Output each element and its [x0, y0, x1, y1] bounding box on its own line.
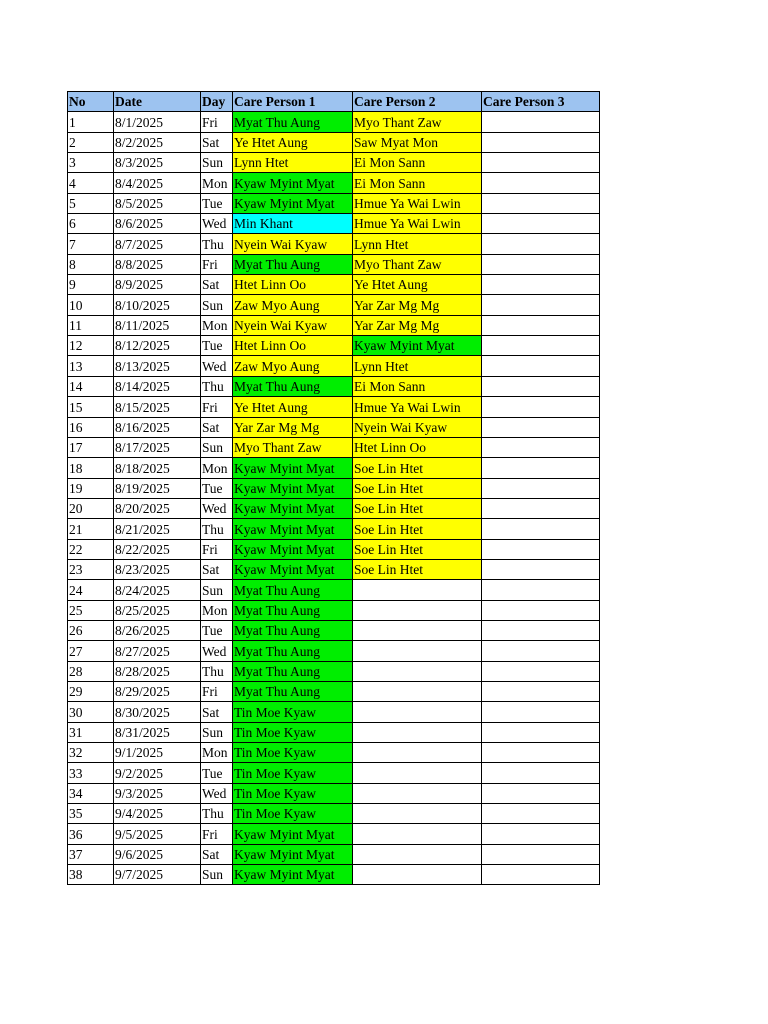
cell-care-person-2[interactable]: Ye Htet Aung [353, 275, 482, 295]
cell-day[interactable]: Fri [201, 681, 233, 701]
cell-date[interactable]: 9/1/2025 [114, 743, 201, 763]
cell-care-person-3[interactable] [482, 173, 600, 193]
header-row [68, 92, 600, 112]
header-day[interactable]: Day [201, 92, 233, 112]
cell-day[interactable]: Fri [201, 254, 233, 274]
cell-care-person-3[interactable] [482, 336, 600, 356]
cell-day[interactable]: Fri [201, 539, 233, 559]
table-row [68, 234, 600, 254]
table-row [68, 559, 600, 579]
cell-day[interactable]: Mon [201, 600, 233, 620]
cell-no[interactable]: 25 [68, 600, 114, 620]
cell-care-person-2[interactable] [353, 722, 482, 742]
cell-care-person-3[interactable] [482, 743, 600, 763]
cell-care-person-3[interactable] [482, 214, 600, 234]
cell-no[interactable]: 35 [68, 804, 114, 824]
cell-no[interactable]: 1 [68, 112, 114, 132]
cell-care-person-2[interactable]: Ei Mon Sann [353, 173, 482, 193]
cell-care-person-2[interactable] [353, 824, 482, 844]
cell-care-person-3[interactable] [482, 539, 600, 559]
cell-care-person-2[interactable]: Ei Mon Sann [353, 376, 482, 396]
cell-care-person-2[interactable] [353, 783, 482, 803]
cell-care-person-1[interactable]: Myo Thant Zaw [233, 437, 353, 457]
cell-care-person-2[interactable] [353, 702, 482, 722]
cell-care-person-1[interactable]: Kyaw Myint Myat [233, 539, 353, 559]
cell-care-person-3[interactable] [482, 519, 600, 539]
cell-no[interactable]: 10 [68, 295, 114, 315]
cell-care-person-2[interactable] [353, 681, 482, 701]
cell-care-person-3[interactable] [482, 458, 600, 478]
cell-date[interactable]: 8/29/2025 [114, 681, 201, 701]
cell-care-person-2[interactable]: Soe Lin Htet [353, 498, 482, 518]
cell-care-person-3[interactable] [482, 661, 600, 681]
cell-date[interactable]: 8/25/2025 [114, 600, 201, 620]
cell-date[interactable]: 8/19/2025 [114, 478, 201, 498]
cell-care-person-1[interactable]: Tin Moe Kyaw [233, 804, 353, 824]
cell-care-person-1[interactable]: Myat Thu Aung [233, 600, 353, 620]
cell-no[interactable]: 14 [68, 376, 114, 396]
cell-care-person-1[interactable]: Kyaw Myint Myat [233, 478, 353, 498]
cell-care-person-1[interactable]: Ye Htet Aung [233, 132, 353, 152]
table-row [68, 824, 600, 844]
cell-care-person-3[interactable] [482, 681, 600, 701]
cell-care-person-2[interactable] [353, 620, 482, 640]
cell-care-person-1[interactable]: Myat Thu Aung [233, 112, 353, 132]
cell-day[interactable]: Wed [201, 783, 233, 803]
cell-care-person-2[interactable] [353, 600, 482, 620]
header-no[interactable]: No [68, 92, 114, 112]
cell-day[interactable]: Mon [201, 315, 233, 335]
cell-care-person-3[interactable] [482, 783, 600, 803]
cell-no[interactable]: 12 [68, 336, 114, 356]
cell-care-person-3[interactable] [482, 824, 600, 844]
cell-care-person-2[interactable]: Soe Lin Htet [353, 478, 482, 498]
cell-care-person-2[interactable]: Soe Lin Htet [353, 458, 482, 478]
cell-no[interactable]: 2 [68, 132, 114, 152]
cell-care-person-1[interactable]: Myat Thu Aung [233, 580, 353, 600]
header-care-person-2[interactable]: Care Person 2 [353, 92, 482, 112]
cell-care-person-3[interactable] [482, 254, 600, 274]
cell-care-person-3[interactable] [482, 275, 600, 295]
cell-date[interactable]: 8/26/2025 [114, 620, 201, 640]
cell-day[interactable]: Sat [201, 559, 233, 579]
cell-care-person-2[interactable] [353, 580, 482, 600]
table-row [68, 763, 600, 783]
cell-date[interactable]: 8/1/2025 [114, 112, 201, 132]
cell-care-person-3[interactable] [482, 478, 600, 498]
table-row [68, 193, 600, 213]
cell-care-person-2[interactable]: Soe Lin Htet [353, 519, 482, 539]
table-row [68, 417, 600, 437]
cell-no[interactable]: 17 [68, 437, 114, 457]
cell-day[interactable]: Tue [201, 193, 233, 213]
cell-care-person-2[interactable]: Hmue Ya Wai Lwin [353, 397, 482, 417]
cell-day[interactable]: Tue [201, 336, 233, 356]
cell-day[interactable]: Sat [201, 417, 233, 437]
table-row [68, 641, 600, 661]
cell-no[interactable]: 6 [68, 214, 114, 234]
cell-care-person-3[interactable] [482, 865, 600, 885]
cell-no[interactable]: 20 [68, 498, 114, 518]
cell-date[interactable]: 8/28/2025 [114, 661, 201, 681]
cell-no[interactable]: 21 [68, 519, 114, 539]
table-row [68, 295, 600, 315]
cell-date[interactable]: 8/16/2025 [114, 417, 201, 437]
cell-no[interactable]: 28 [68, 661, 114, 681]
cell-day[interactable]: Tue [201, 620, 233, 640]
cell-date[interactable]: 8/10/2025 [114, 295, 201, 315]
cell-day[interactable]: Sun [201, 580, 233, 600]
cell-date[interactable]: 8/17/2025 [114, 437, 201, 457]
cell-care-person-2[interactable] [353, 763, 482, 783]
cell-date[interactable]: 8/24/2025 [114, 580, 201, 600]
cell-date[interactable]: 8/22/2025 [114, 539, 201, 559]
cell-no[interactable]: 32 [68, 743, 114, 763]
cell-date[interactable]: 8/2/2025 [114, 132, 201, 152]
cell-care-person-1[interactable]: Kyaw Myint Myat [233, 559, 353, 579]
cell-care-person-3[interactable] [482, 315, 600, 335]
cell-no[interactable]: 24 [68, 580, 114, 600]
cell-no[interactable]: 38 [68, 865, 114, 885]
cell-care-person-2[interactable]: Ei Mon Sann [353, 153, 482, 173]
cell-care-person-3[interactable] [482, 641, 600, 661]
cell-no[interactable]: 31 [68, 722, 114, 742]
cell-date[interactable]: 8/7/2025 [114, 234, 201, 254]
table-row [68, 397, 600, 417]
table-row [68, 132, 600, 152]
cell-care-person-1[interactable]: Nyein Wai Kyaw [233, 234, 353, 254]
cell-day[interactable]: Sat [201, 132, 233, 152]
cell-day[interactable]: Wed [201, 498, 233, 518]
cell-no[interactable]: 15 [68, 397, 114, 417]
table-row [68, 620, 600, 640]
cell-date[interactable]: 9/2/2025 [114, 763, 201, 783]
cell-care-person-1[interactable]: Htet Linn Oo [233, 275, 353, 295]
cell-date[interactable]: 8/27/2025 [114, 641, 201, 661]
table-row [68, 580, 600, 600]
cell-care-person-3[interactable] [482, 295, 600, 315]
cell-no[interactable]: 13 [68, 356, 114, 376]
cell-date[interactable]: 8/11/2025 [114, 315, 201, 335]
cell-day[interactable]: Sun [201, 153, 233, 173]
cell-care-person-3[interactable] [482, 132, 600, 152]
cell-care-person-1[interactable]: Kyaw Myint Myat [233, 173, 353, 193]
cell-care-person-3[interactable] [482, 559, 600, 579]
cell-day[interactable]: Wed [201, 356, 233, 376]
care-schedule-table [67, 91, 600, 885]
cell-care-person-3[interactable] [482, 498, 600, 518]
cell-care-person-2[interactable] [353, 743, 482, 763]
cell-care-person-3[interactable] [482, 620, 600, 640]
cell-day[interactable]: Thu [201, 804, 233, 824]
cell-care-person-2[interactable]: Soe Lin Htet [353, 539, 482, 559]
cell-care-person-2[interactable] [353, 661, 482, 681]
header-care-person-3[interactable]: Care Person 3 [482, 92, 600, 112]
table-body [68, 112, 600, 885]
cell-care-person-2[interactable]: Myo Thant Zaw [353, 112, 482, 132]
cell-date[interactable]: 8/14/2025 [114, 376, 201, 396]
cell-care-person-2[interactable]: Yar Zar Mg Mg [353, 315, 482, 335]
cell-care-person-3[interactable] [482, 702, 600, 722]
table-row [68, 336, 600, 356]
cell-care-person-3[interactable] [482, 234, 600, 254]
cell-no[interactable]: 36 [68, 824, 114, 844]
cell-care-person-1[interactable]: Lynn Htet [233, 153, 353, 173]
cell-care-person-2[interactable]: Lynn Htet [353, 356, 482, 376]
cell-care-person-3[interactable] [482, 722, 600, 742]
table-row [68, 376, 600, 396]
cell-no[interactable]: 33 [68, 763, 114, 783]
cell-day[interactable]: Wed [201, 214, 233, 234]
cell-no[interactable]: 4 [68, 173, 114, 193]
cell-care-person-1[interactable]: Ye Htet Aung [233, 397, 353, 417]
table-row [68, 214, 600, 234]
table-row [68, 804, 600, 824]
cell-day[interactable]: Fri [201, 824, 233, 844]
cell-care-person-1[interactable]: Zaw Myo Aung [233, 356, 353, 376]
cell-no[interactable]: 29 [68, 681, 114, 701]
cell-date[interactable]: 8/21/2025 [114, 519, 201, 539]
table-row [68, 458, 600, 478]
cell-day[interactable]: Thu [201, 661, 233, 681]
cell-no[interactable]: 5 [68, 193, 114, 213]
cell-no[interactable]: 37 [68, 844, 114, 864]
cell-date[interactable]: 8/13/2025 [114, 356, 201, 376]
cell-care-person-3[interactable] [482, 397, 600, 417]
table-row [68, 254, 600, 274]
cell-date[interactable]: 8/12/2025 [114, 336, 201, 356]
cell-day[interactable]: Fri [201, 112, 233, 132]
table-row [68, 743, 600, 763]
table-row [68, 539, 600, 559]
cell-care-person-1[interactable]: Kyaw Myint Myat [233, 865, 353, 885]
cell-care-person-1[interactable]: Myat Thu Aung [233, 661, 353, 681]
cell-care-person-1[interactable]: Tin Moe Kyaw [233, 783, 353, 803]
cell-day[interactable]: Sun [201, 295, 233, 315]
cell-care-person-2[interactable]: Htet Linn Oo [353, 437, 482, 457]
table-row [68, 681, 600, 701]
cell-no[interactable]: 9 [68, 275, 114, 295]
cell-care-person-1[interactable]: Kyaw Myint Myat [233, 824, 353, 844]
cell-no[interactable]: 22 [68, 539, 114, 559]
cell-care-person-1[interactable]: Kyaw Myint Myat [233, 193, 353, 213]
table-row [68, 600, 600, 620]
cell-care-person-1[interactable]: Zaw Myo Aung [233, 295, 353, 315]
cell-day[interactable]: Tue [201, 763, 233, 783]
cell-date[interactable]: 8/15/2025 [114, 397, 201, 417]
cell-date[interactable]: 9/6/2025 [114, 844, 201, 864]
table-row [68, 315, 600, 335]
table-row [68, 865, 600, 885]
cell-care-person-1[interactable]: Kyaw Myint Myat [233, 519, 353, 539]
cell-care-person-2[interactable]: Lynn Htet [353, 234, 482, 254]
cell-care-person-3[interactable] [482, 804, 600, 824]
cell-care-person-2[interactable]: Yar Zar Mg Mg [353, 295, 482, 315]
cell-no[interactable]: 26 [68, 620, 114, 640]
cell-care-person-2[interactable]: Saw Myat Mon [353, 132, 482, 152]
cell-no[interactable]: 34 [68, 783, 114, 803]
cell-day[interactable]: Thu [201, 519, 233, 539]
cell-care-person-3[interactable] [482, 193, 600, 213]
cell-care-person-3[interactable] [482, 376, 600, 396]
cell-care-person-3[interactable] [482, 356, 600, 376]
cell-no[interactable]: 7 [68, 234, 114, 254]
cell-care-person-3[interactable] [482, 600, 600, 620]
cell-date[interactable]: 8/18/2025 [114, 458, 201, 478]
cell-no[interactable]: 3 [68, 153, 114, 173]
cell-care-person-3[interactable] [482, 844, 600, 864]
cell-day[interactable]: Mon [201, 173, 233, 193]
cell-day[interactable]: Fri [201, 397, 233, 417]
cell-care-person-2[interactable] [353, 641, 482, 661]
cell-date[interactable]: 8/20/2025 [114, 498, 201, 518]
table-row [68, 173, 600, 193]
table-row [68, 844, 600, 864]
cell-care-person-3[interactable] [482, 112, 600, 132]
cell-care-person-1[interactable]: Myat Thu Aung [233, 681, 353, 701]
cell-care-person-1[interactable]: Yar Zar Mg Mg [233, 417, 353, 437]
cell-date[interactable]: 8/9/2025 [114, 275, 201, 295]
cell-care-person-1[interactable]: Myat Thu Aung [233, 620, 353, 640]
cell-care-person-1[interactable]: Tin Moe Kyaw [233, 702, 353, 722]
cell-date[interactable]: 9/4/2025 [114, 804, 201, 824]
cell-no[interactable]: 19 [68, 478, 114, 498]
cell-day[interactable]: Sun [201, 722, 233, 742]
cell-no[interactable]: 8 [68, 254, 114, 274]
cell-no[interactable]: 30 [68, 702, 114, 722]
table-row [68, 498, 600, 518]
cell-care-person-1[interactable]: Kyaw Myint Myat [233, 458, 353, 478]
cell-care-person-1[interactable]: Kyaw Myint Myat [233, 844, 353, 864]
table-row [68, 478, 600, 498]
header-care-person-1[interactable]: Care Person 1 [233, 92, 353, 112]
table-row [68, 702, 600, 722]
header-date[interactable]: Date [114, 92, 201, 112]
cell-no[interactable]: 11 [68, 315, 114, 335]
table-row [68, 519, 600, 539]
cell-care-person-1[interactable]: Myat Thu Aung [233, 376, 353, 396]
cell-care-person-1[interactable]: Myat Thu Aung [233, 254, 353, 274]
cell-day[interactable]: Sun [201, 437, 233, 457]
table-row [68, 112, 600, 132]
cell-day[interactable]: Mon [201, 743, 233, 763]
cell-care-person-1[interactable]: Htet Linn Oo [233, 336, 353, 356]
table-row [68, 437, 600, 457]
cell-care-person-2[interactable]: Kyaw Myint Myat [353, 336, 482, 356]
cell-care-person-1[interactable]: Kyaw Myint Myat [233, 498, 353, 518]
cell-day[interactable]: Sat [201, 275, 233, 295]
cell-date[interactable]: 9/7/2025 [114, 865, 201, 885]
cell-care-person-3[interactable] [482, 153, 600, 173]
cell-date[interactable]: 8/31/2025 [114, 722, 201, 742]
cell-care-person-2[interactable] [353, 844, 482, 864]
table-row [68, 722, 600, 742]
cell-day[interactable]: Mon [201, 458, 233, 478]
cell-date[interactable]: 8/4/2025 [114, 173, 201, 193]
cell-day[interactable]: Thu [201, 234, 233, 254]
cell-day[interactable]: Sat [201, 844, 233, 864]
cell-day[interactable]: Tue [201, 478, 233, 498]
cell-day[interactable]: Sat [201, 702, 233, 722]
cell-date[interactable]: 9/5/2025 [114, 824, 201, 844]
table-row [68, 275, 600, 295]
cell-care-person-3[interactable] [482, 763, 600, 783]
cell-care-person-2[interactable]: Myo Thant Zaw [353, 254, 482, 274]
cell-care-person-1[interactable]: Min Khant [233, 214, 353, 234]
cell-no[interactable]: 16 [68, 417, 114, 437]
cell-care-person-2[interactable]: Nyein Wai Kyaw [353, 417, 482, 437]
cell-care-person-3[interactable] [482, 437, 600, 457]
cell-no[interactable]: 18 [68, 458, 114, 478]
table-row [68, 661, 600, 681]
cell-no[interactable]: 23 [68, 559, 114, 579]
cell-date[interactable]: 8/6/2025 [114, 214, 201, 234]
table-row [68, 783, 600, 803]
cell-date[interactable]: 8/30/2025 [114, 702, 201, 722]
cell-care-person-2[interactable]: Hmue Ya Wai Lwin [353, 193, 482, 213]
cell-care-person-3[interactable] [482, 580, 600, 600]
cell-care-person-2[interactable] [353, 804, 482, 824]
cell-care-person-2[interactable] [353, 865, 482, 885]
cell-care-person-2[interactable]: Hmue Ya Wai Lwin [353, 214, 482, 234]
cell-day[interactable]: Sun [201, 865, 233, 885]
cell-care-person-1[interactable]: Tin Moe Kyaw [233, 722, 353, 742]
cell-date[interactable]: 9/3/2025 [114, 783, 201, 803]
cell-no[interactable]: 27 [68, 641, 114, 661]
cell-date[interactable]: 8/5/2025 [114, 193, 201, 213]
cell-care-person-1[interactable]: Myat Thu Aung [233, 641, 353, 661]
cell-day[interactable]: Thu [201, 376, 233, 396]
cell-date[interactable]: 8/3/2025 [114, 153, 201, 173]
table-row [68, 153, 600, 173]
cell-care-person-1[interactable]: Nyein Wai Kyaw [233, 315, 353, 335]
cell-care-person-1[interactable]: Tin Moe Kyaw [233, 743, 353, 763]
cell-date[interactable]: 8/23/2025 [114, 559, 201, 579]
cell-date[interactable]: 8/8/2025 [114, 254, 201, 274]
cell-care-person-1[interactable]: Tin Moe Kyaw [233, 763, 353, 783]
cell-care-person-2[interactable]: Soe Lin Htet [353, 559, 482, 579]
cell-day[interactable]: Wed [201, 641, 233, 661]
table-row [68, 356, 600, 376]
cell-care-person-3[interactable] [482, 417, 600, 437]
